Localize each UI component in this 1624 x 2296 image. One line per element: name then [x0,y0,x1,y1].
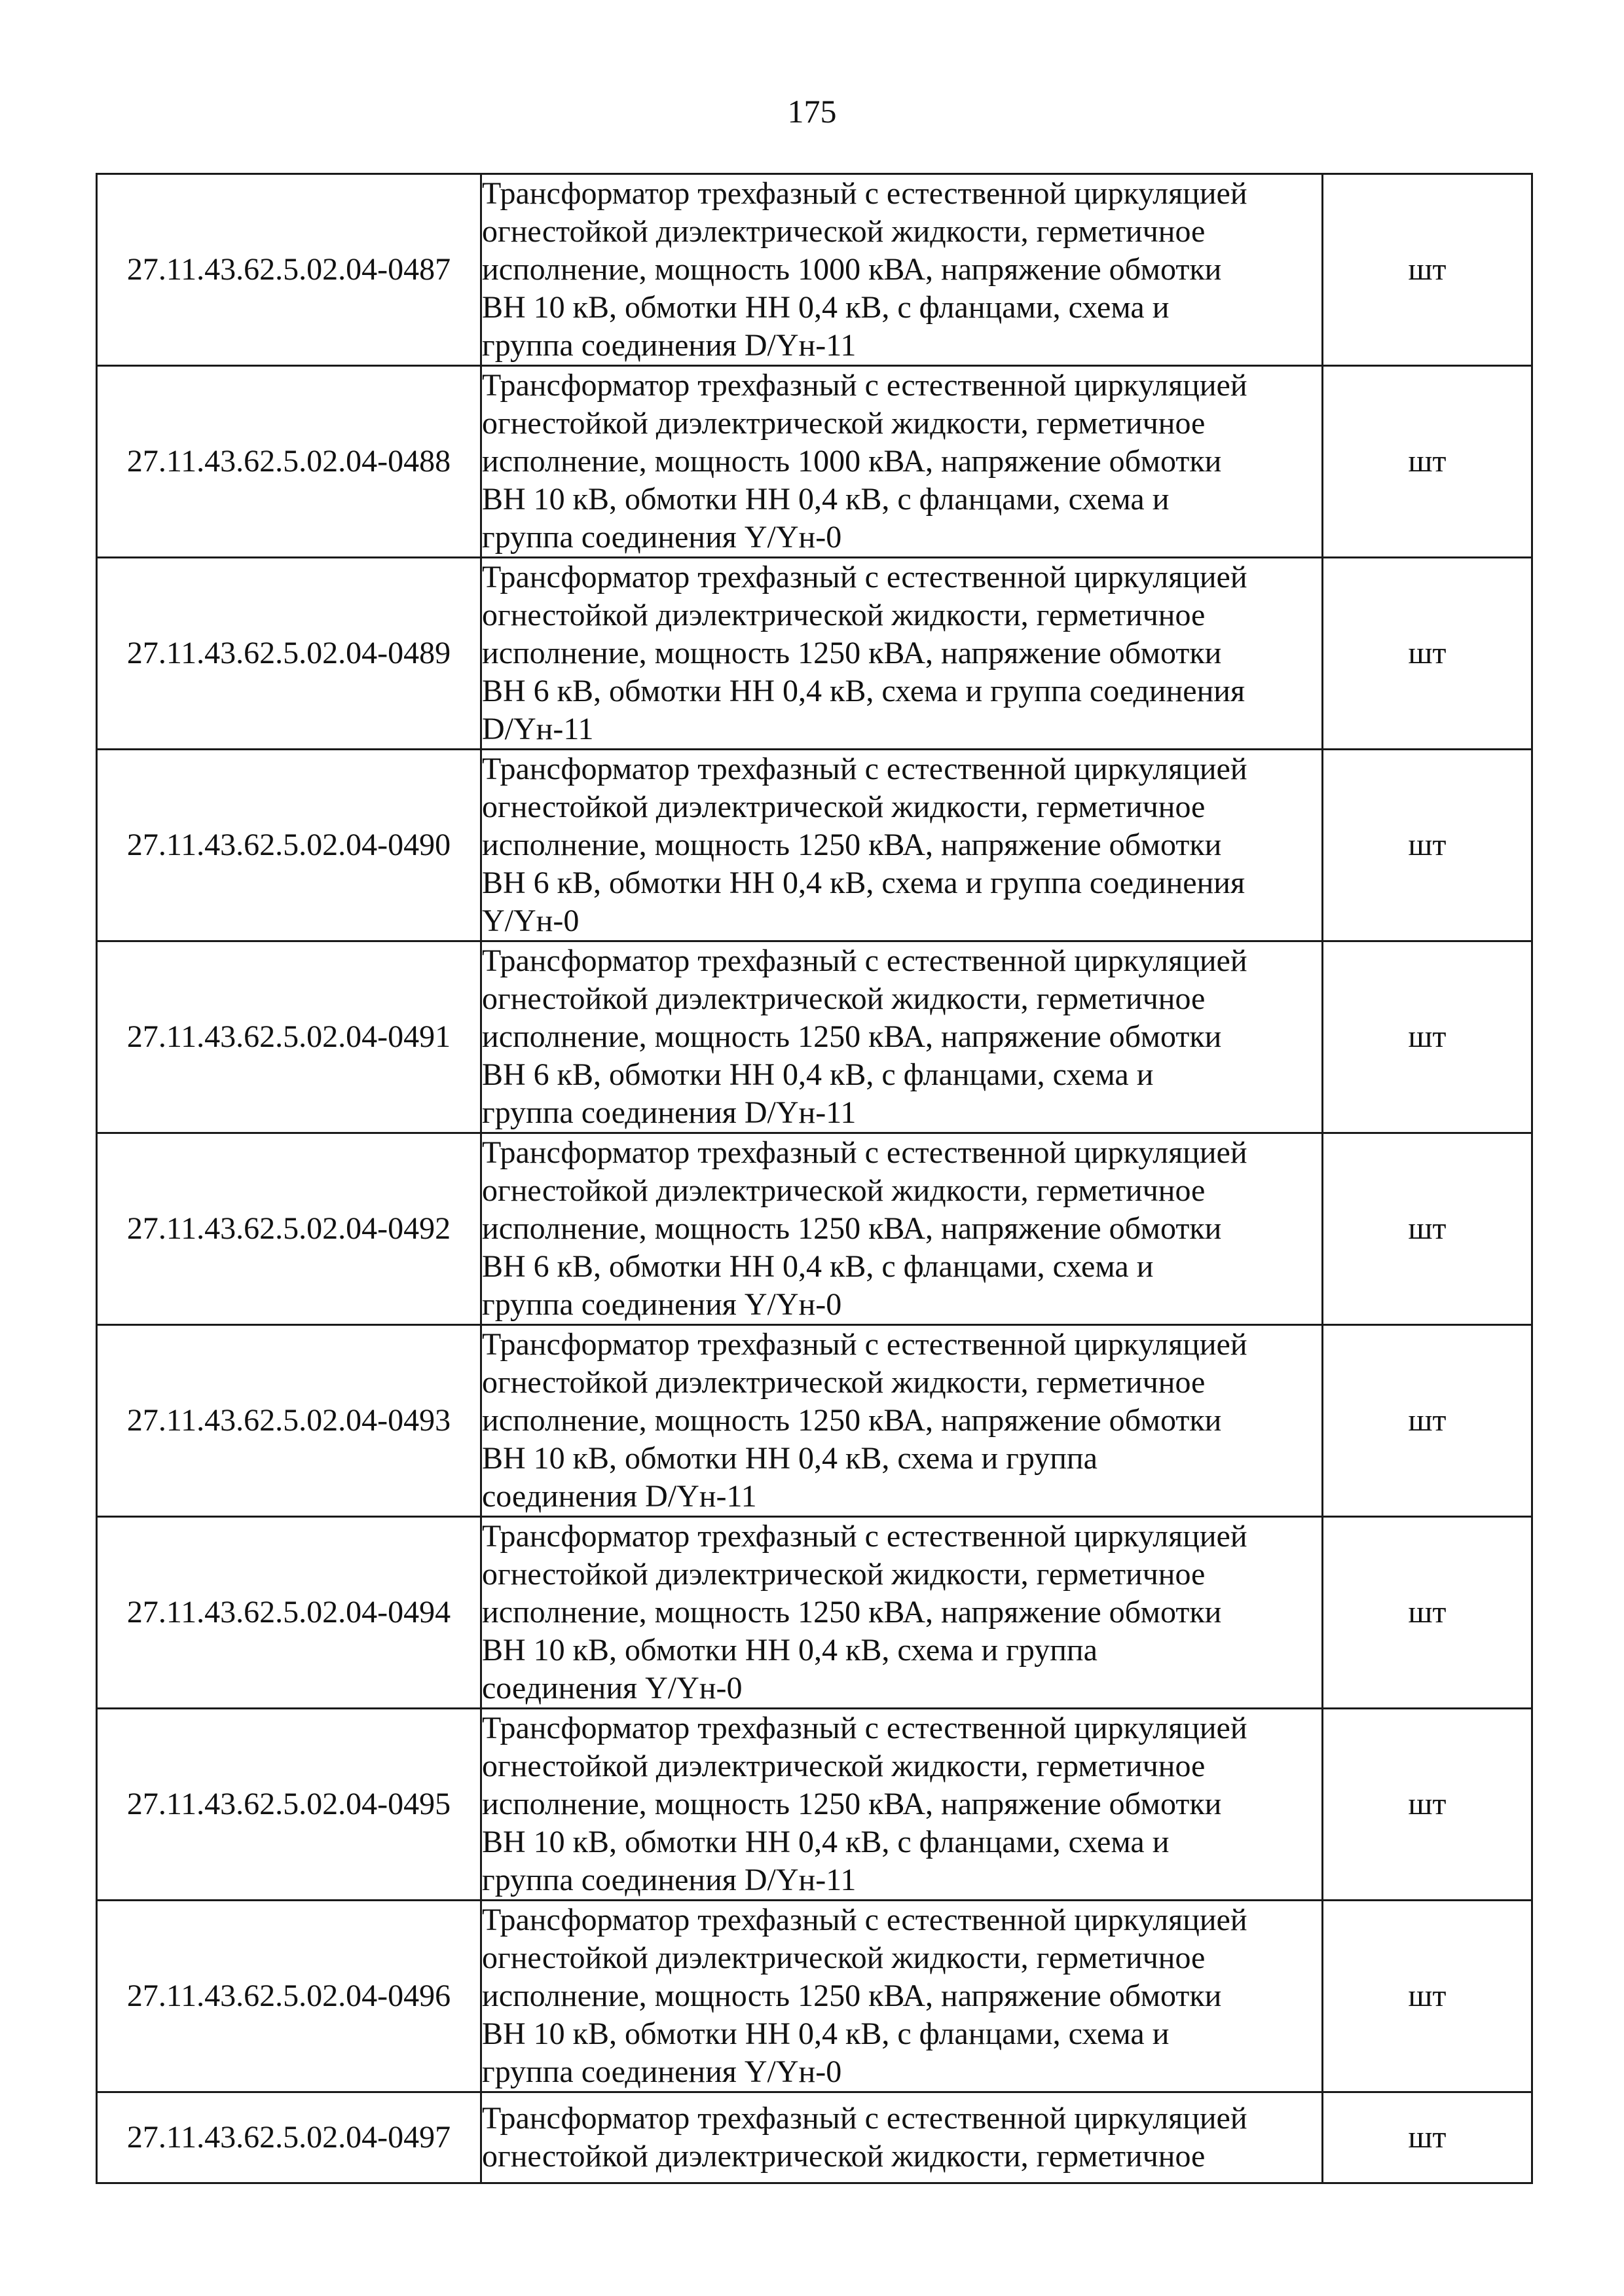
table-row [97,366,1532,558]
resource-catalog-table [96,173,1533,2184]
resource-code: 27.11.43.62.5.02.04-0497 [97,2092,481,2183]
resource-description: Трансформатор трехфазный с естественной циркуляцией огнестойкой диэлектрической жидкости, герметичное исполнение, мощность 1250 кВА, напряжение обмотки ВН 6 кВ, обмотки НН 0,4 кВ, с фланцами, схема и группа соединения Y/Yн-0 [481,1133,1323,1325]
unit-of-measure: шт [1323,1133,1532,1325]
resource-code: 27.11.43.62.5.02.04-0489 [97,558,481,750]
resource-description: Трансформатор трехфазный с естественной циркуляцией огнестойкой диэлектрической жидкости, герметичное исполнение, мощность 1250 кВА, напряжение обмотки ВН 6 кВ, обмотки НН 0,4 кВ, схема и группа соединения D/Yн-11 [481,558,1323,750]
unit-of-measure: шт [1323,174,1532,366]
table-row [97,1133,1532,1325]
table-row [97,1709,1532,1901]
resource-description: Трансформатор трехфазный с естественной циркуляцией огнестойкой диэлектрической жидкости, герметичное исполнение, мощность 1250 кВА, напряжение обмотки ВН 6 кВ, обмотки НН 0,4 кВ, с фланцами, схема и группа соединения D/Yн-11 [481,941,1323,1133]
resource-description: Трансформатор трехфазный с естественной циркуляцией огнестойкой диэлектрической жидкости, герметичное исполнение, мощность 1250 кВА, напряжение обмотки ВН 10 кВ, обмотки НН 0,4 кВ, с фланцами, схема и группа соединения Y/Yн-0 [481,1901,1323,2092]
resource-description: Трансформатор трехфазный с естественной циркуляцией огнестойкой диэлектрической жидкости, герметичное [481,2092,1323,2183]
unit-of-measure: шт [1323,558,1532,750]
table-row [97,1517,1532,1709]
resource-code: 27.11.43.62.5.02.04-0495 [97,1709,481,1901]
resource-code: 27.11.43.62.5.02.04-0492 [97,1133,481,1325]
unit-of-measure: шт [1323,941,1532,1133]
resource-description: Трансформатор трехфазный с естественной циркуляцией огнестойкой диэлектрической жидкости, герметичное исполнение, мощность 1250 кВА, напряжение обмотки ВН 10 кВ, обмотки НН 0,4 кВ, схема и группа соединения Y/Yн-0 [481,1517,1323,1709]
resource-description: Трансформатор трехфазный с естественной циркуляцией огнестойкой диэлектрической жидкости, герметичное исполнение, мощность 1000 кВА, напряжение обмотки ВН 10 кВ, обмотки НН 0,4 кВ, с фланцами, схема и группа соединения D/Yн-11 [481,174,1323,366]
unit-of-measure: шт [1323,366,1532,558]
resource-code: 27.11.43.62.5.02.04-0493 [97,1325,481,1517]
unit-of-measure: шт [1323,1709,1532,1901]
table-row [97,1325,1532,1517]
table-row [97,558,1532,750]
resource-description: Трансформатор трехфазный с естественной циркуляцией огнестойкой диэлектрической жидкости, герметичное исполнение, мощность 1250 кВА, напряжение обмотки ВН 6 кВ, обмотки НН 0,4 кВ, схема и группа соединения Y/Yн-0 [481,750,1323,941]
resource-code: 27.11.43.62.5.02.04-0487 [97,174,481,366]
table-row [97,941,1532,1133]
table-row [97,1901,1532,2092]
table-row [97,174,1532,366]
resource-code: 27.11.43.62.5.02.04-0496 [97,1901,481,2092]
resource-code: 27.11.43.62.5.02.04-0491 [97,941,481,1133]
unit-of-measure: шт [1323,2092,1532,2183]
resource-code: 27.11.43.62.5.02.04-0488 [97,366,481,558]
resource-description: Трансформатор трехфазный с естественной циркуляцией огнестойкой диэлектрической жидкости, герметичное исполнение, мощность 1250 кВА, напряжение обмотки ВН 10 кВ, обмотки НН 0,4 кВ, схема и группа соединения D/Yн-11 [481,1325,1323,1517]
table-row [97,750,1532,941]
resource-description: Трансформатор трехфазный с естественной циркуляцией огнестойкой диэлектрической жидкости, герметичное исполнение, мощность 1000 кВА, напряжение обмотки ВН 10 кВ, обмотки НН 0,4 кВ, с фланцами, схема и группа соединения Y/Yн-0 [481,366,1323,558]
resource-description: Трансформатор трехфазный с естественной циркуляцией огнестойкой диэлектрической жидкости, герметичное исполнение, мощность 1250 кВА, напряжение обмотки ВН 10 кВ, обмотки НН 0,4 кВ, с фланцами, схема и группа соединения D/Yн-11 [481,1709,1323,1901]
table-row [97,2092,1532,2183]
resource-code: 27.11.43.62.5.02.04-0490 [97,750,481,941]
page-number: 175 [787,93,837,130]
unit-of-measure: шт [1323,1517,1532,1709]
resource-code: 27.11.43.62.5.02.04-0494 [97,1517,481,1709]
unit-of-measure: шт [1323,750,1532,941]
unit-of-measure: шт [1323,1325,1532,1517]
unit-of-measure: шт [1323,1901,1532,2092]
